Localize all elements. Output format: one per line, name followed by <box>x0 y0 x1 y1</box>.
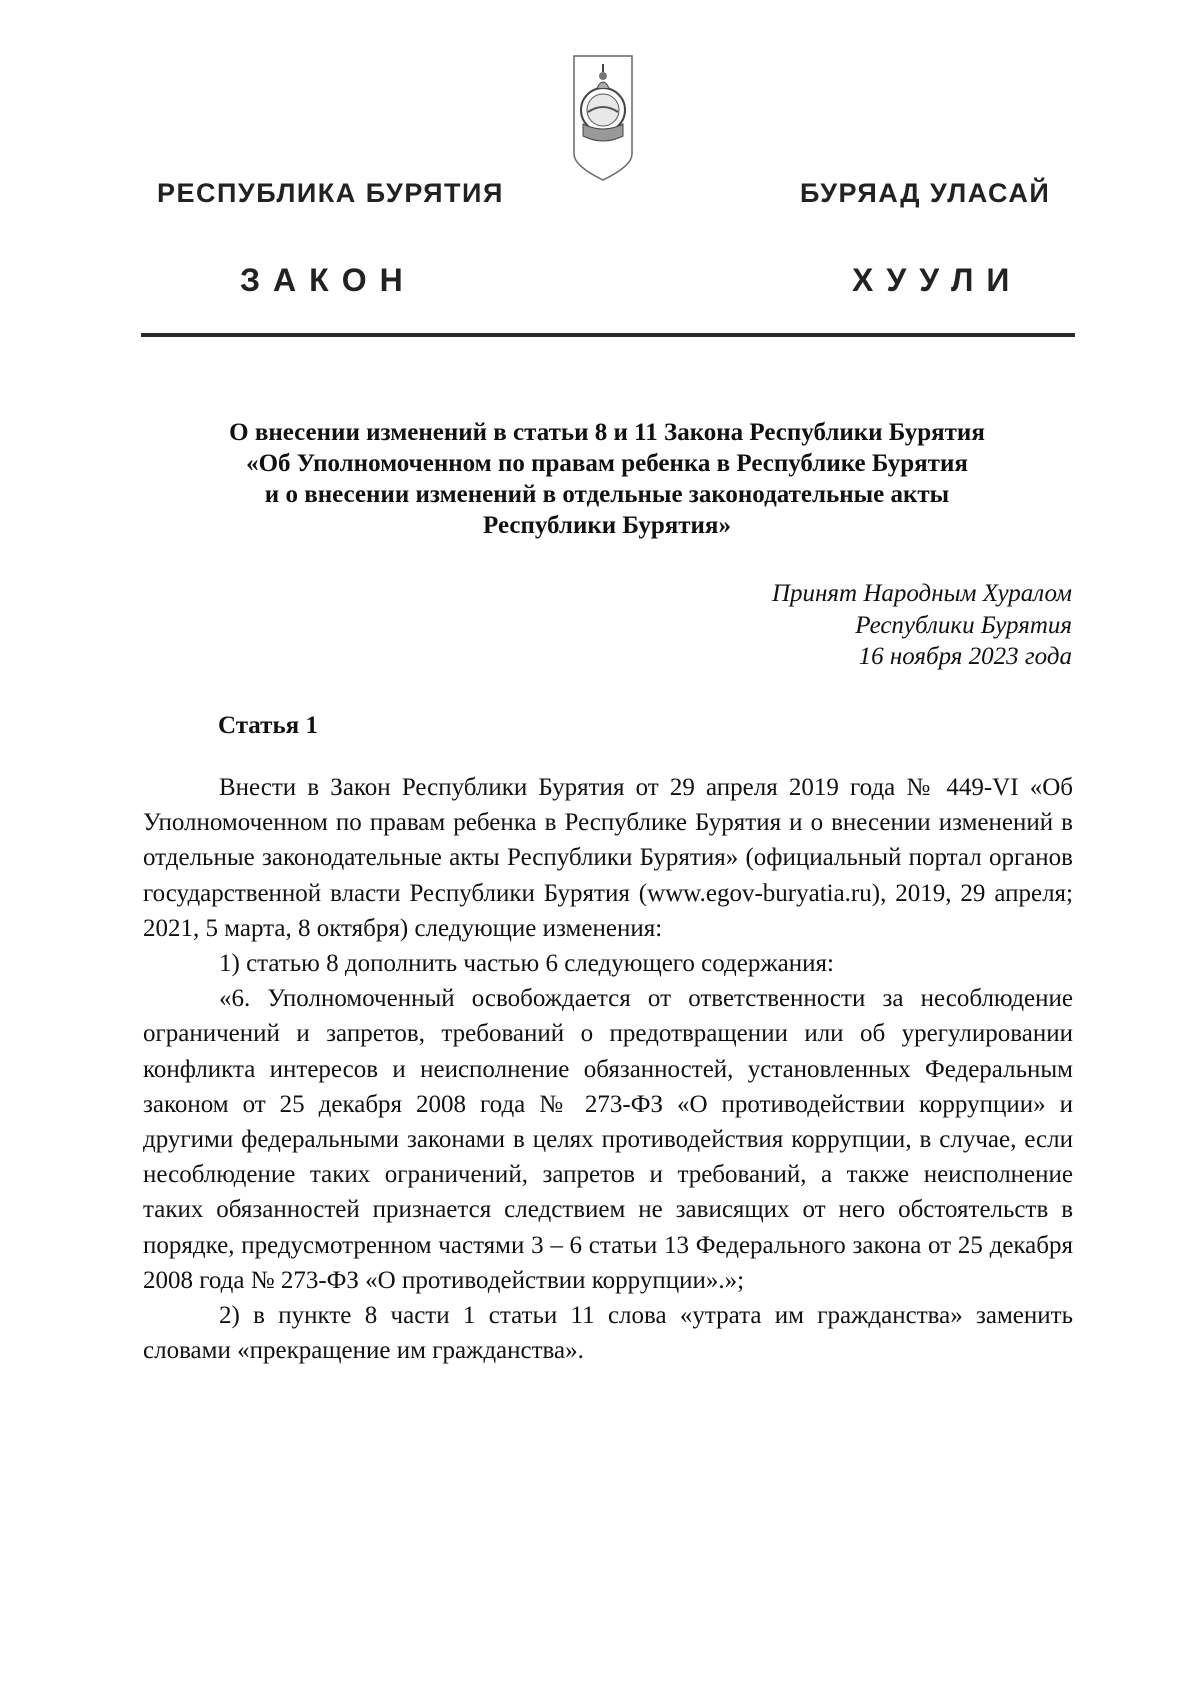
paragraph: «6. Уполномоченный освобождается от ответственности за несоблюдение ограничений и запретов, требований о предотвращении или об урегулировании конфликта интересов и неисполнение обязанностей, установленных Федеральным законом от 25 декабря 2008 года № 273-ФЗ «О противодействии коррупции» и другими федеральными законами в целях противодействия коррупции, в случае, если несоблюдение таких ограничений, запретов и требований, а также неисполнение таких обязанностей признается следствием не зависящих от него обстоятельств в порядке, предусмотренном частями 3 – 6 статьи 13 Федерального закона от 25 декабря 2008 года № 273-ФЗ «О противодействии коррупции».»; <box>143 985 1073 1294</box>
article-body <box>143 770 1073 1368</box>
adoption-note <box>772 578 1072 673</box>
adoption-date: 16 ноября 2023 года <box>858 643 1072 670</box>
paragraph: 1) статью 8 дополнить частью 6 следующего содержания: <box>219 950 834 978</box>
law-title-line: и о внесении изменений в отдельные законодательные акты <box>264 481 950 508</box>
header-divider <box>141 333 1075 337</box>
republic-name-russian: РЕСПУБЛИКА БУРЯТИЯ <box>157 178 504 208</box>
adoption-line: Принят Народным Хуралом <box>771 580 1072 607</box>
law-label-buryat: ХУУЛИ <box>852 262 1023 298</box>
law-title-line: О внесении изменений в статьи 8 и 11 Закона Республики Бурятия <box>229 419 985 446</box>
law-title-line: Республики Бурятия» <box>483 512 731 539</box>
law-title-line: «Об Уполномоченном по правам ребенка в Республике Бурятия <box>246 450 968 477</box>
coat-of-arms-icon <box>572 54 634 182</box>
article-heading: Статья 1 <box>218 712 318 739</box>
paragraph: Внести в Закон Республики Бурятия от 29 апреля 2019 года № 449-VI «Об Уполномоченном по правам ребенка в Республике Бурятия и о внесении изменений в отдельные законодательные акты Республики Бурятия» (официальный портал органов государственной власти Республики Бурятия (www.egov-buryatia.ru), 2019, 29 апреля; 2021, 5 марта, 8 октября) следующие изменения: <box>143 774 1073 942</box>
law-title <box>140 417 1074 541</box>
paragraph: 2) в пункте 8 части 1 статьи 11 слова «утрата им гражданства» заменить словами «прекращение им гражданства». <box>143 1302 1073 1365</box>
republic-name-buryat: БУРЯАД УЛАСАЙ <box>800 178 1051 208</box>
adoption-line: Республики Бурятия <box>855 611 1072 639</box>
law-label-russian: ЗАКОН <box>240 262 416 298</box>
